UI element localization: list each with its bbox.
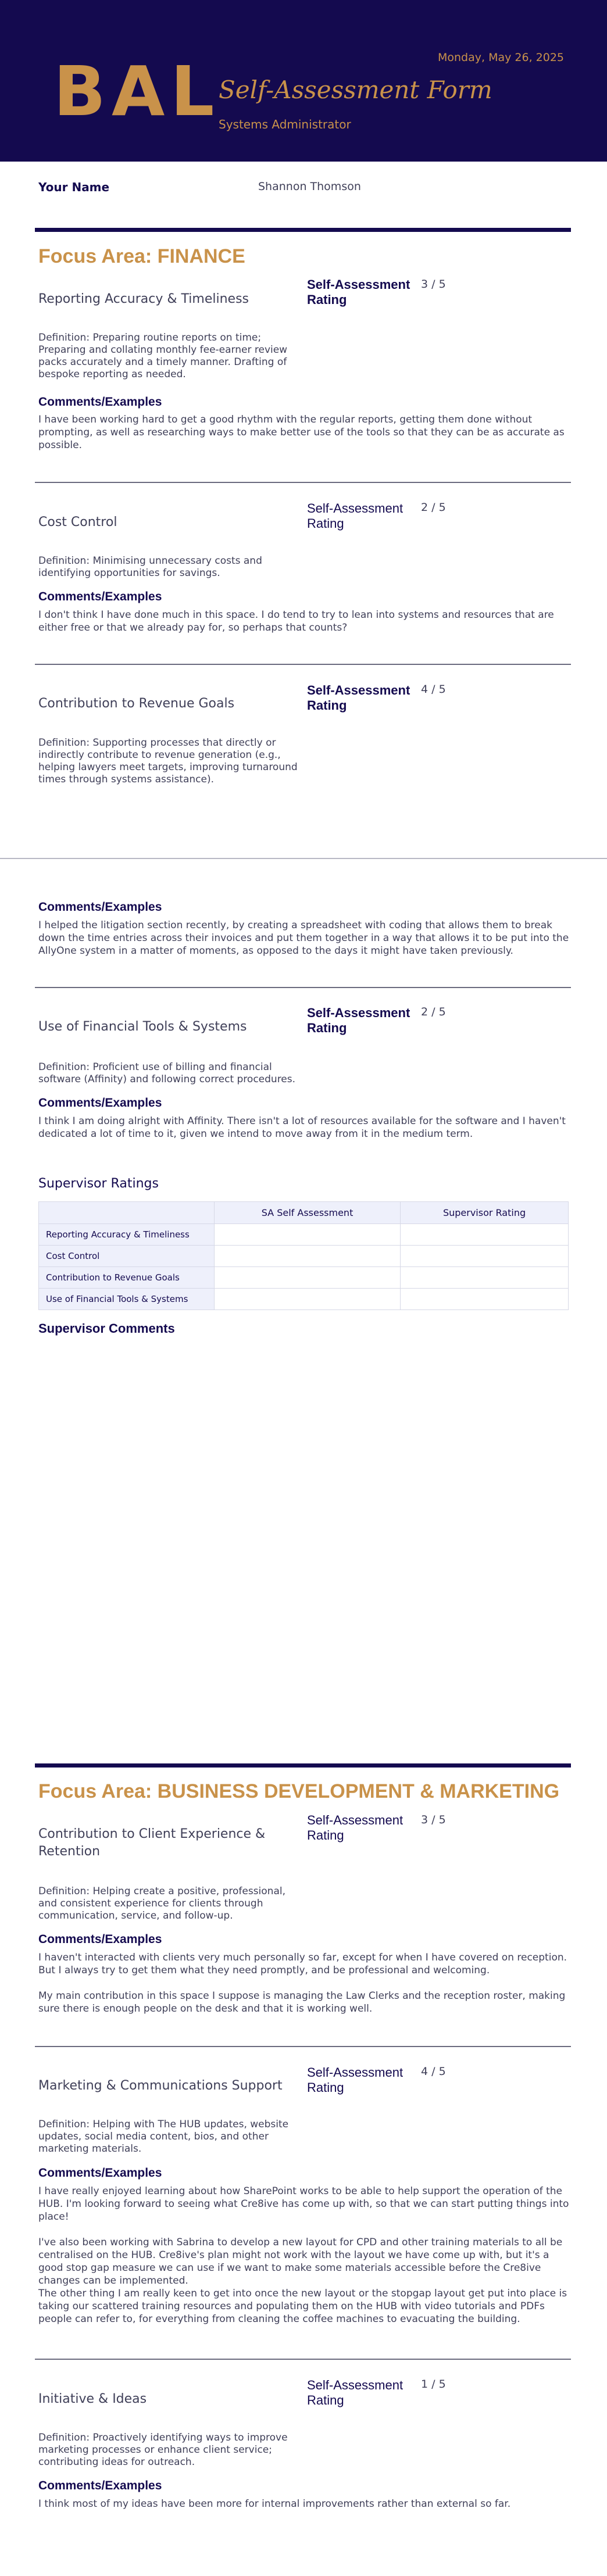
criterion-title: Reporting Accuracy & Timeliness bbox=[38, 292, 249, 306]
criterion-divider bbox=[35, 2359, 571, 2360]
comments-label: Comments/Examples bbox=[38, 900, 162, 914]
sa-self-assessment-cell[interactable] bbox=[215, 1289, 401, 1310]
sa-rating-label: Self-Assessment Rating bbox=[307, 683, 410, 713]
criterion-divider bbox=[35, 482, 571, 483]
focus-area-title: Focus Area: BUSINESS DEVELOPMENT & MARKETING bbox=[38, 1780, 560, 1802]
section-divider bbox=[35, 1763, 571, 1768]
criterion-title: Contribution to Client Experience & Retention bbox=[38, 1827, 266, 1859]
criterion-definition: Definition: Preparing routine reports on time; Preparing and collating monthly fee-earner review packs accurately and a timely manner. Drafting of bespoke reporting as needed. bbox=[38, 332, 288, 380]
row-label: Use of Financial Tools & Systems bbox=[39, 1289, 215, 1310]
table-row bbox=[39, 1267, 569, 1289]
supervisor-rating-cell[interactable] bbox=[401, 1289, 569, 1310]
supervisor-rating-cell[interactable] bbox=[401, 1246, 569, 1267]
comments-text[interactable] bbox=[38, 2185, 573, 2338]
supervisor-ratings-table bbox=[38, 1201, 569, 1310]
row-label: Cost Control bbox=[39, 1246, 215, 1267]
table-header-cell: Supervisor Rating bbox=[401, 1202, 569, 1224]
name-value[interactable]: Shannon Thomson bbox=[258, 180, 361, 193]
comments-label: Comments/Examples bbox=[38, 1096, 162, 1110]
criterion-title: Initiative & Ideas bbox=[38, 2392, 147, 2406]
sa-self-assessment-cell[interactable] bbox=[215, 1224, 401, 1246]
role-subtitle: Systems Administrator bbox=[219, 117, 351, 131]
comments-text[interactable] bbox=[38, 609, 573, 647]
page-break bbox=[0, 858, 607, 859]
criterion-title: Contribution to Revenue Goals bbox=[38, 696, 235, 711]
comments-label: Comments/Examples bbox=[38, 2166, 162, 2180]
sa-rating-value[interactable]: 2 / 5 bbox=[421, 1006, 446, 1018]
comments-paragraph: I've also been working with Sabrina to develop a new layout for CPD and other training materials to all be centralised on the HUB. Cre8ive's plan might not work with the layout we have come up with, but it's a good stop gap measure we can use if we want to make some materials accessible before the Cre8ive changes can be implemented. The other thing I am really keen to get into once the new layout or the stopgap layout get put into place is taking our scattered training resources and populating them on the HUB with video tutorials and PDFs people can refer to, for everything from cleaning the coffee machines to evacuating the building. bbox=[38, 2237, 567, 2325]
table-row bbox=[39, 1224, 569, 1246]
header-banner bbox=[0, 0, 607, 162]
table-header-cell: SA Self Assessment bbox=[215, 1202, 401, 1224]
criterion-title: Use of Financial Tools & Systems bbox=[38, 1019, 247, 1034]
company-logo bbox=[53, 51, 220, 131]
name-label: Your Name bbox=[38, 180, 110, 194]
logo-text: BAL bbox=[53, 51, 220, 131]
comments-text[interactable] bbox=[38, 919, 573, 970]
comments-paragraph: I haven't interacted with clients very much personally so far, except for when I have covered on reception. But I always try to get them what they need promptly, and be professional and welcoming. bbox=[38, 1952, 567, 1976]
sa-rating-value[interactable]: 2 / 5 bbox=[421, 501, 446, 514]
criterion-definition: Definition: Helping with The HUB updates, website updates, social media content, bios, and other marketing materials. bbox=[38, 2119, 289, 2155]
supervisor-ratings-title: Supervisor Ratings bbox=[38, 1176, 159, 1191]
criterion-definition: Definition: Minimising unnecessary costs and identifying opportunities for savings. bbox=[38, 555, 262, 579]
comments-text[interactable] bbox=[38, 1115, 573, 1153]
supervisor-comments-title: Supervisor Comments bbox=[38, 1321, 175, 1336]
sa-rating-value[interactable]: 1 / 5 bbox=[421, 2378, 446, 2391]
sa-rating-label: Self-Assessment Rating bbox=[307, 1006, 410, 1035]
sa-rating-label: Self-Assessment Rating bbox=[307, 1813, 404, 1842]
row-label: Reporting Accuracy & Timeliness bbox=[39, 1224, 215, 1246]
comments-label: Comments/Examples bbox=[38, 395, 162, 409]
criterion-divider bbox=[35, 987, 571, 988]
sa-rating-label: Self-Assessment Rating bbox=[307, 2378, 404, 2407]
section-divider bbox=[35, 228, 571, 232]
criterion-title: Cost Control bbox=[38, 515, 117, 529]
header-date: Monday, May 26, 2025 bbox=[437, 51, 564, 64]
table-row bbox=[39, 1246, 569, 1267]
sa-rating-label: Self-Assessment Rating bbox=[307, 277, 410, 307]
criterion-definition: Definition: Supporting processes that directly or indirectly contribute to revenue generation (e.g., helping lawyers meet targets, improving turnaround times through systems assistance). bbox=[38, 737, 298, 785]
comments-text[interactable] bbox=[38, 1951, 573, 2028]
comments-paragraph: I have really enjoyed learning about how SharePoint works to be able to help support the operation of the HUB. I'm looking forward to seeing what Cre8ive has come up with, so that we can start putting things into place! bbox=[38, 2185, 569, 2223]
table-row bbox=[39, 1289, 569, 1310]
criterion-definition: Definition: Proficient use of billing and financial software (Affinity) and following correct procedures. bbox=[38, 1061, 296, 1085]
row-label: Contribution to Revenue Goals bbox=[39, 1267, 215, 1289]
sa-rating-value[interactable]: 4 / 5 bbox=[421, 2065, 446, 2078]
criterion-definition: Definition: Helping create a positive, professional, and consistent experience for clients through communication, service, and follow-up. bbox=[38, 1886, 285, 1922]
form-title: Self-Assessment Form bbox=[219, 76, 492, 104]
criterion-divider bbox=[35, 664, 571, 665]
comments-paragraph: My main contribution in this space I suppose is managing the Law Clerks and the reception roster, making sure there is enough people on the desk and that it is working well. bbox=[38, 1990, 566, 2015]
criterion-divider bbox=[35, 2046, 571, 2047]
comments-paragraph: I have been working hard to get a good rhythm with the regular reports, getting them done without prompting, as well as researching ways to make better use of the tools so that they can be as accurate as possible. bbox=[38, 414, 565, 451]
comments-paragraph: I helped the litigation section recently, by creating a spreadsheet with coding that allows them to break down the time entries across their invoices and put them together in a way that allows it to be put into the AllyOne system in a matter of moments, as opposed to the days it might have taken previously. bbox=[38, 920, 569, 957]
comments-label: Comments/Examples bbox=[38, 2479, 162, 2492]
comments-paragraph: I think I am doing alright with Affinity. There isn't a lot of resources available for the software and I haven't dedicated a lot of time to it, given we intend to move away from it in the medium term. bbox=[38, 1115, 566, 1140]
supervisor-rating-cell[interactable] bbox=[401, 1224, 569, 1246]
criterion-title: Marketing & Communications Support bbox=[38, 2078, 283, 2093]
comments-paragraph: I don't think I have done much in this space. I do tend to try to lean into systems and resources that are either free or that we already pay for, so perhaps that counts? bbox=[38, 609, 554, 634]
sa-rating-value[interactable]: 4 / 5 bbox=[421, 683, 446, 696]
focus-area-title: Focus Area: FINANCE bbox=[38, 245, 245, 267]
comments-label: Comments/Examples bbox=[38, 590, 162, 603]
table-header-row bbox=[39, 1202, 569, 1224]
sa-rating-value[interactable]: 3 / 5 bbox=[421, 1813, 446, 1826]
criterion-definition: Definition: Proactively identifying ways to improve marketing processes or enhance client service; contributing ideas for outreach. bbox=[38, 2432, 288, 2468]
sa-self-assessment-cell[interactable] bbox=[215, 1267, 401, 1289]
comments-label: Comments/Examples bbox=[38, 1933, 162, 1946]
table-header-cell bbox=[39, 1202, 215, 1224]
sa-rating-label: Self-Assessment Rating bbox=[307, 501, 404, 531]
comments-text[interactable] bbox=[38, 413, 573, 464]
sa-rating-value[interactable]: 3 / 5 bbox=[421, 278, 446, 291]
supervisor-rating-cell[interactable] bbox=[401, 1267, 569, 1289]
sa-self-assessment-cell[interactable] bbox=[215, 1246, 401, 1267]
comments-text[interactable] bbox=[38, 2498, 573, 2523]
sa-rating-label: Self-Assessment Rating bbox=[307, 2065, 404, 2095]
comments-paragraph: I think most of my ideas have been more for internal improvements rather than external so far. bbox=[38, 2498, 511, 2510]
